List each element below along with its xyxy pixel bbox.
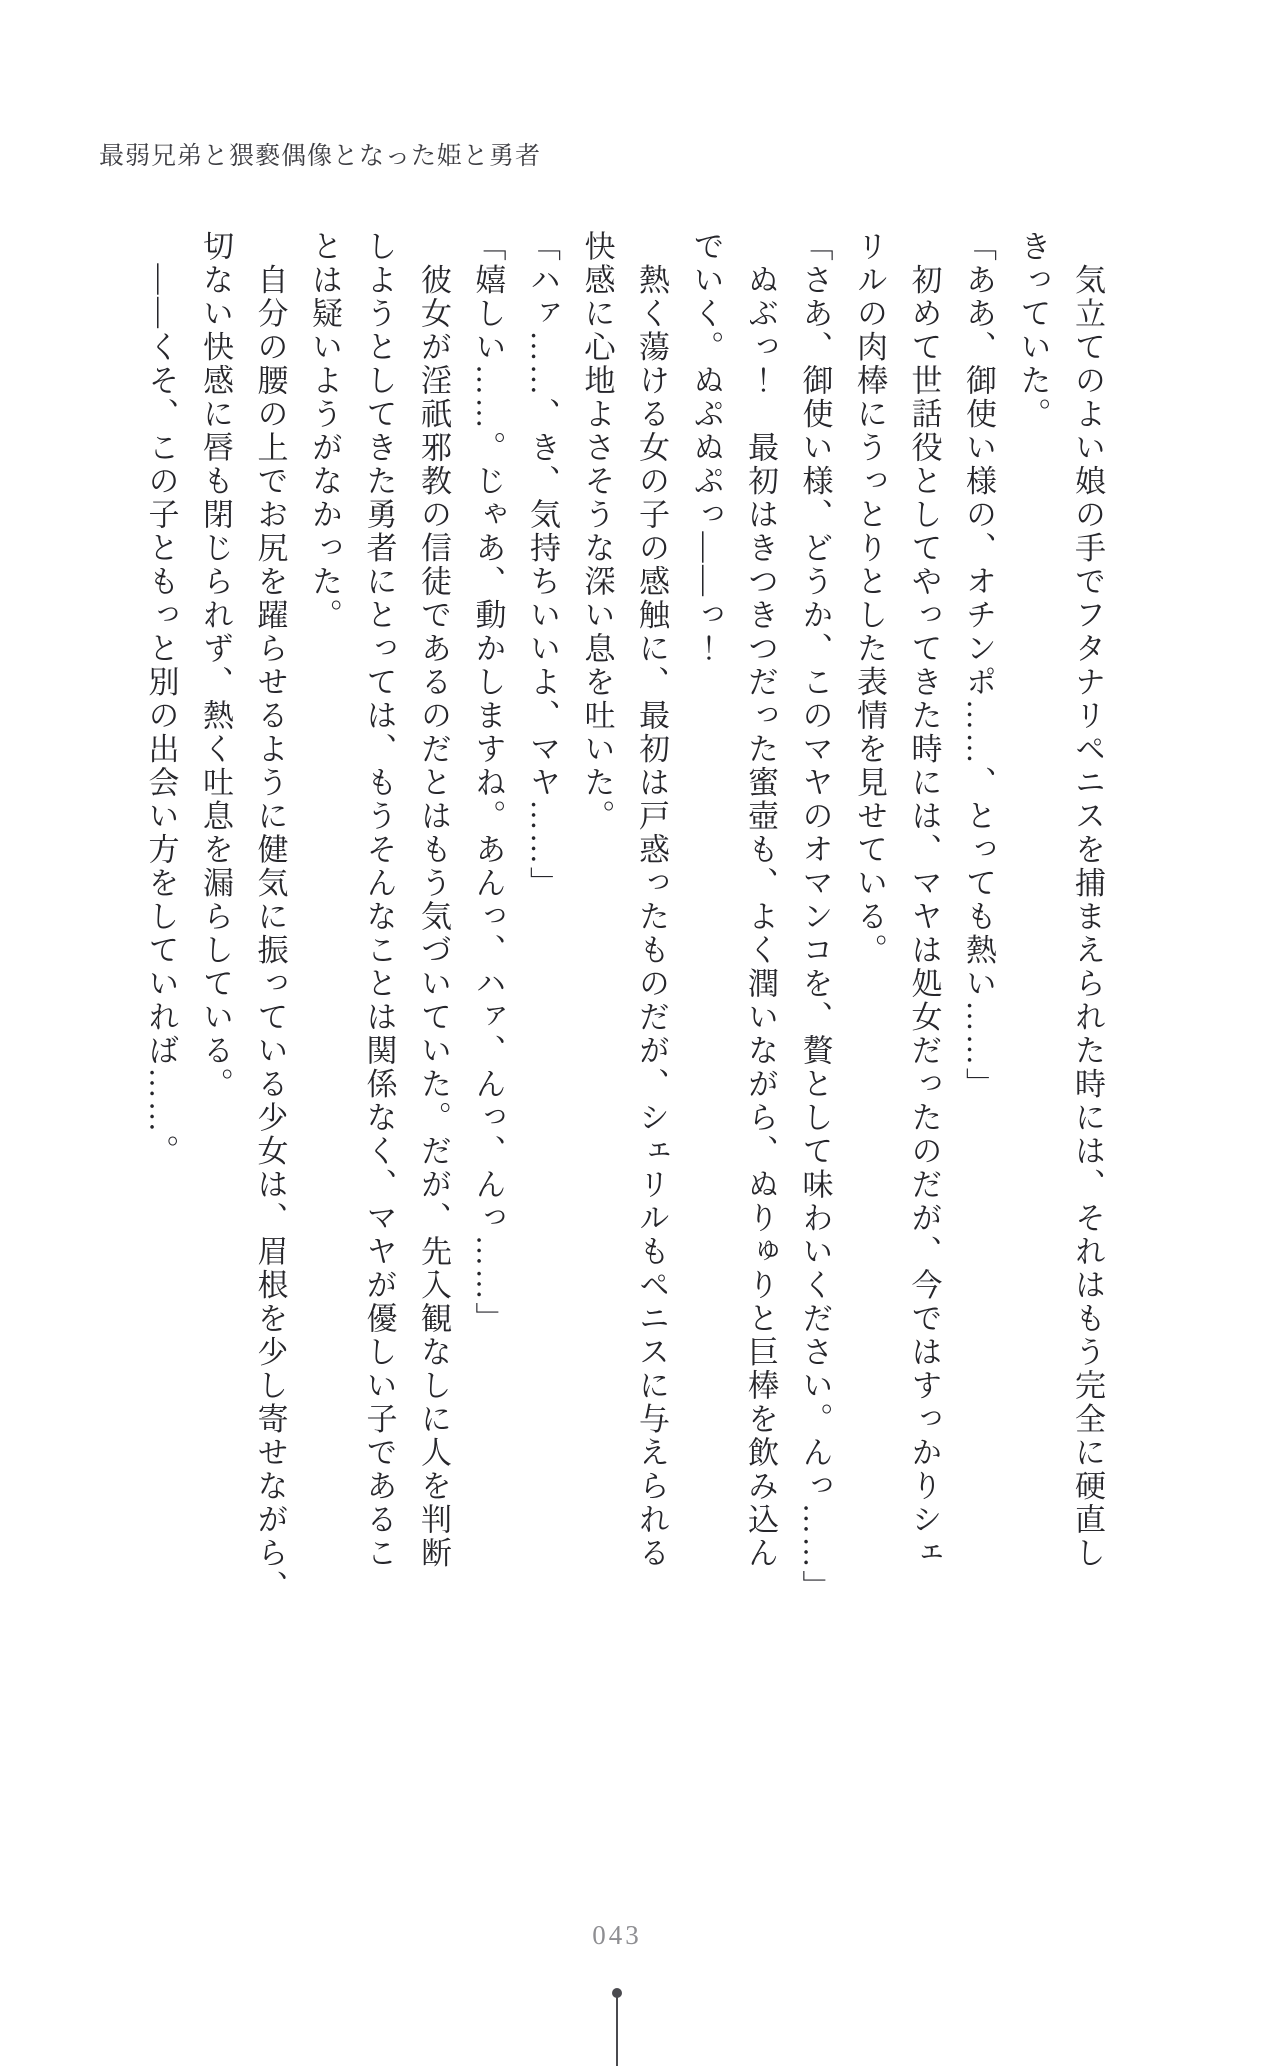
text-column: 初めて世話役としてやってきた時には、マヤは処女だったのだが、今ではすっかりシェ (906, 230, 942, 1570)
text-column: リルの肉棒にうっとりとした表情を見せている。 (852, 230, 887, 967)
text-column: 彼女が淫祇邪教の信徒であるのだとはもう気づいていた。だが、先入観なしに人を判断 (416, 230, 451, 1570)
text-column: 自分の腰の上でお尻を躍らせるように健気に振っている少女は、眉根を少し寄せながら、 (252, 230, 288, 1604)
page-number: 043 (592, 1920, 642, 1950)
text-column: しようとしてきた勇者にとっては、もうそんなことは関係なく、マヤが優しい子であるこ (361, 230, 397, 1570)
text-column: 切ない快感に唇も閉じられず、熱く吐息を漏らしている。 (198, 230, 233, 1101)
main-text-vertical (132, 230, 1114, 1680)
text-column: 気立てのよい娘の手でフタナリペニスを捕まえられた時には、それはもう完全に硬直し (1070, 230, 1105, 1570)
text-column: 快感に心地よさそうな深い息を吐いた。 (579, 230, 615, 833)
text-column: きっていた。 (1015, 230, 1051, 431)
footer-rule-line (616, 1996, 618, 2066)
text-column: でいく。ぬぷぬぷっ――っ！ (688, 230, 724, 666)
text-column: 「ハァ……、き、気持ちいいよ、マヤ……」 (525, 230, 560, 900)
text-column: ――くそ、この子ともっと別の出会い方をしていれば……。 (143, 230, 179, 1168)
text-column: ぬぶっ！ 最初はきつきつだった蜜壺も、よく潤いながら、ぬりゅりと巨棒を飲み込ん (743, 230, 778, 1570)
text-column: 熱く蕩ける女の子の感触に、最初は戸惑ったものだが、シェリルもペニスに与えられる (634, 230, 669, 1570)
text-column: とは疑いようがなかった。 (307, 230, 342, 632)
running-header-title: 最弱兄弟と猥褻偶像となった姫と勇者 (99, 143, 542, 170)
text-column: 「ああ、御使い様の、オチンポ……、とっても熱い……」 (961, 230, 996, 1101)
text-column: 「嬉しい……。じゃあ、動かしますね。あんっ、ハァ、んっ、んっ……」 (470, 230, 506, 1336)
text-column: 「さあ、御使い様、どうか、このマヤのオマンコを、贅として味わいください。んっ……」 (797, 230, 833, 1604)
